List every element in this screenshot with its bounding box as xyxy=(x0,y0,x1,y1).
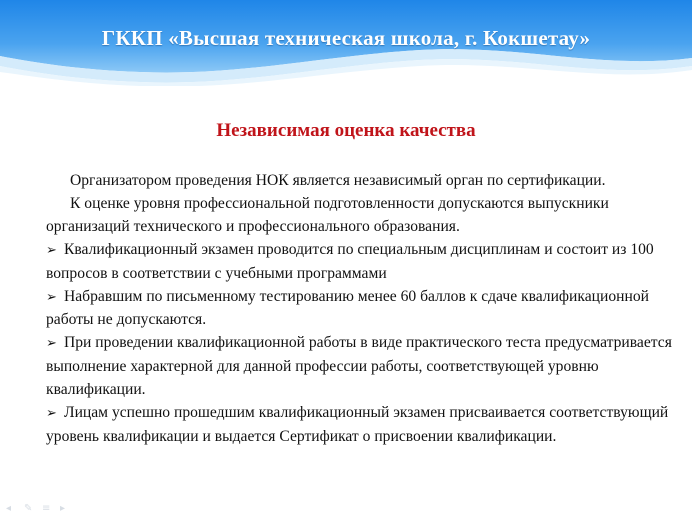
arrow-bullet-icon: ➢ xyxy=(46,289,57,305)
slide-header-banner xyxy=(0,0,692,86)
paragraph-organizer: Организатором проведения НОК является независимый орган по сертификации. xyxy=(70,172,606,189)
bullet-item xyxy=(46,286,680,333)
forward-arrow-icon[interactable]: ▸ xyxy=(60,503,66,514)
slide-body xyxy=(46,170,680,449)
header-title: ГККП «Высшая техническая школа, г. Кокшетау» xyxy=(101,26,591,50)
bullet-item xyxy=(46,332,680,402)
bullet-item xyxy=(46,239,680,286)
arrow-bullet-icon: ➢ xyxy=(46,242,57,258)
slide-title: Независимая оценка качества xyxy=(216,120,476,141)
menu-icon[interactable]: ≡ xyxy=(42,503,51,514)
arrow-bullet-icon: ➢ xyxy=(46,336,57,352)
bullet-text: Квалификационный экзамен проводится по специальным дисциплинам и состоит из 100 вопросов в соответствии с учебными программами xyxy=(46,240,654,282)
bullet-text: Лицам успешно прошедшим квалификационный экзамен присваивается соответствующий уровень квалификации и выдается Сертификат о присвоении квалификации. xyxy=(46,404,669,445)
bullet-item xyxy=(46,402,680,449)
paragraph-admission: К оценке уровня профессиональной подготовленности допускаются выпускники организаций технического и профессионального образования. xyxy=(46,194,609,235)
slide-nav-controls xyxy=(6,502,70,516)
pen-icon[interactable]: ✎ xyxy=(24,503,33,514)
bullet-text: Набравшим по письменному тестированию менее 60 баллов к сдаче квалификационной работы не допускаются. xyxy=(46,287,649,329)
bullet-text: При проведении квалификационной работы в виде практического теста предусматривается выполнение характерной для данной профессии работы, соответствующей уровню квалификации. xyxy=(46,334,672,399)
back-arrow-icon[interactable]: ◂ xyxy=(6,503,12,514)
arrow-bullet-icon: ➢ xyxy=(46,406,57,422)
